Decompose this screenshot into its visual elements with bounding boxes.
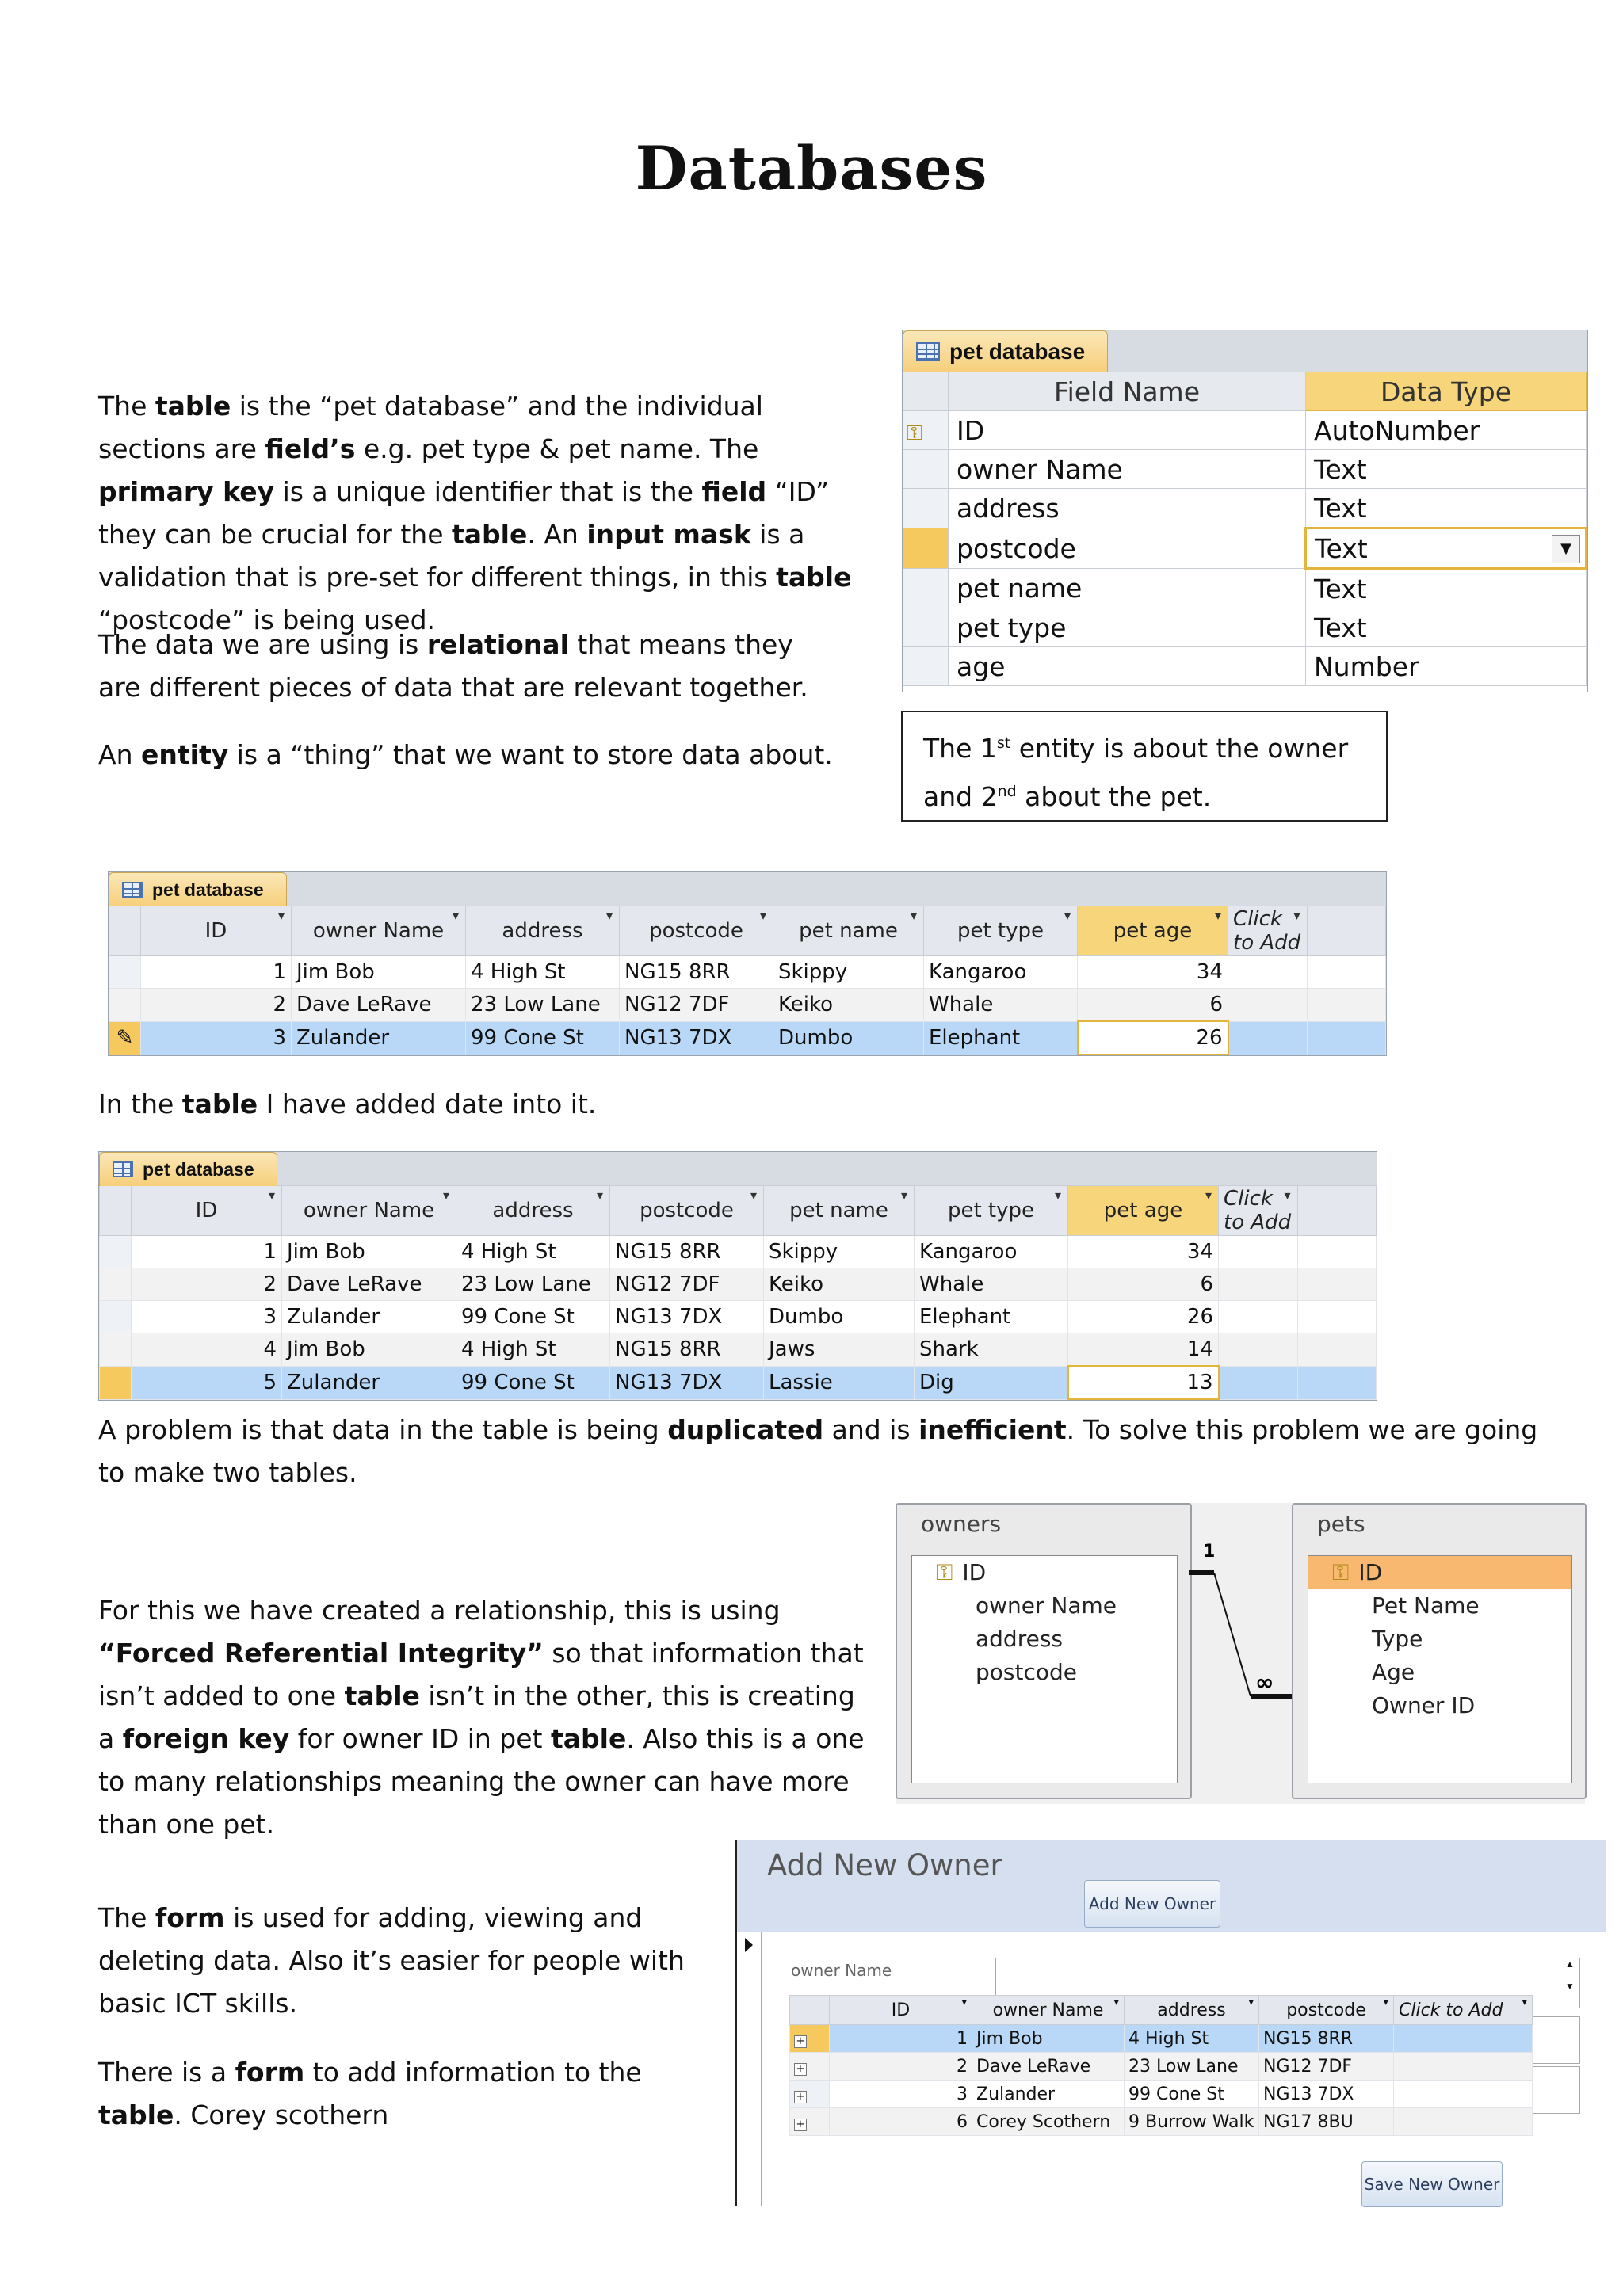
text-run: field (701, 476, 767, 507)
table-tab[interactable]: pet database (109, 872, 287, 906)
table-cell[interactable]: Elephant (915, 1301, 1068, 1333)
text-run: The (98, 391, 155, 421)
text-run: e.g. pet type & pet name. The (355, 433, 759, 464)
table-cell[interactable]: 26 (1068, 1301, 1219, 1333)
table-cell[interactable]: Lassie (764, 1366, 915, 1399)
table-icon (122, 882, 143, 898)
paragraph-relational (98, 624, 812, 709)
row-selector[interactable] (100, 1366, 132, 1399)
sort-arrow-icon[interactable]: ▾ (268, 1188, 275, 1203)
field-name-cell[interactable]: pet type (949, 608, 1306, 647)
table-cell[interactable]: 99 Cone St (456, 1366, 610, 1399)
table-icon (916, 342, 940, 361)
row-selector[interactable] (100, 1268, 132, 1301)
table-cell[interactable]: Corey Scothern (972, 2108, 1125, 2136)
row-selector[interactable] (790, 2025, 830, 2053)
table-cell[interactable]: Dave LeRave (292, 989, 466, 1022)
text-run: A problem is that data in the table is being (98, 1414, 668, 1445)
paragraph-relationship (98, 1589, 867, 1846)
text-run: table (550, 1723, 627, 1754)
row-selector[interactable] (100, 1301, 132, 1333)
relationships-diagram (896, 1503, 1585, 1804)
text-run: is the “pet database” and the individual sections are (98, 391, 763, 464)
paragraph-table-definition (98, 385, 875, 642)
paragraph-added-data (98, 1083, 1049, 1126)
table-cell[interactable]: Skippy (764, 1236, 915, 1268)
column-header[interactable]: Click to Add ▾ (1394, 1996, 1533, 2025)
sort-arrow-icon[interactable]: ▾ (750, 1188, 757, 1203)
pencil-icon: ✎ (116, 1026, 134, 1050)
column-header[interactable]: postcode ▾ (1259, 1996, 1394, 2025)
table-cell[interactable]: 6 (830, 2108, 972, 2136)
data-type-cell[interactable]: AutoNumber (1306, 411, 1587, 450)
table-cell[interactable]: 2 (830, 2053, 972, 2081)
primary-key-icon: ⚿ (907, 421, 922, 445)
form-header (737, 1840, 1606, 1932)
design-row[interactable] (903, 569, 1587, 608)
table-tab[interactable]: pet database (99, 1152, 277, 1186)
relationship-field[interactable]: Age (1372, 1659, 1415, 1685)
column-header[interactable]: address ▾ (466, 906, 620, 956)
row-selector[interactable] (903, 450, 949, 489)
table-row[interactable] (100, 1366, 1377, 1399)
table-cell[interactable]: Dumbo (773, 1021, 924, 1055)
sort-arrow-icon[interactable]: ▾ (1064, 908, 1071, 923)
table-cell[interactable] (1228, 1021, 1308, 1055)
table-cell[interactable]: 4 High St (1125, 2025, 1259, 2053)
field-name-cell[interactable]: owner Name (949, 450, 1306, 489)
relationship-field[interactable]: Pet Name (1372, 1592, 1480, 1619)
table-cell[interactable]: NG12 7DF (620, 989, 773, 1022)
table-cell[interactable]: 4 High St (466, 956, 620, 989)
sort-arrow-icon[interactable]: ▾ (1248, 1997, 1254, 2008)
entity-callout-box: The 1st entity is about the owner and 2nd about the pet. (901, 711, 1388, 822)
column-header[interactable]: Click to Add ▾ (1228, 906, 1308, 956)
table-cell[interactable]: Kangaroo (915, 1236, 1068, 1268)
table-cell[interactable]: 1 (141, 956, 292, 989)
column-header[interactable]: pet name ▾ (764, 1186, 915, 1236)
add-new-owner-button[interactable]: Add New Owner (1084, 1880, 1220, 1928)
table-cell[interactable]: 2 (141, 989, 292, 1022)
design-row[interactable] (903, 411, 1587, 450)
text-run: so that information that isn’t added to one (98, 1638, 864, 1711)
table-row[interactable] (100, 1268, 1377, 1301)
table-cell[interactable]: 6 (1078, 989, 1228, 1022)
text-run: “postcode” is being used. (98, 605, 436, 635)
text-run: For this we have created a relationship, this is using (98, 1595, 781, 1626)
sort-arrow-icon[interactable]: ▾ (596, 1188, 603, 1203)
row-selector[interactable] (903, 569, 949, 608)
text-run: entity (140, 739, 229, 770)
text-run: is a unique identifier that is the (274, 476, 702, 507)
data-type-header: Data Type (1306, 372, 1587, 411)
column-header[interactable]: ID ▾ (132, 1186, 282, 1236)
record-selector[interactable] (737, 1932, 762, 2206)
text-run: table (776, 562, 852, 593)
relationship-field[interactable]: Owner ID (1372, 1692, 1476, 1718)
design-row[interactable] (903, 489, 1587, 528)
table-cell[interactable]: Jim Bob (282, 1333, 456, 1367)
table-cell[interactable]: 13 (1068, 1366, 1219, 1399)
column-header[interactable]: ID ▾ (141, 906, 292, 956)
paragraph-form-add (98, 2051, 732, 2137)
table-cell[interactable]: 3 (141, 1021, 292, 1055)
text-run: field’s (265, 433, 356, 464)
table-cell[interactable]: 1 (132, 1236, 282, 1268)
row-selector[interactable] (109, 1021, 141, 1055)
table-cell[interactable]: Dumbo (764, 1301, 915, 1333)
text-run: . To solve this problem we are going to make two tables. (98, 1414, 1538, 1488)
header-row (100, 1186, 1377, 1236)
pets-table-box[interactable] (1292, 1503, 1587, 1799)
owners-caption: owners (921, 1511, 1002, 1537)
table-cell[interactable]: 14 (1068, 1333, 1219, 1367)
column-header[interactable]: pet type ▾ (915, 1186, 1068, 1236)
one-label: 1 (1203, 1542, 1216, 1562)
data-type-cell[interactable]: Text (1306, 450, 1587, 489)
column-header[interactable]: pet age ▾ (1068, 1186, 1219, 1236)
field-name-cell[interactable]: age (949, 647, 1306, 686)
table-cell[interactable]: Jim Bob (972, 2025, 1125, 2053)
table-cell[interactable]: 6 (1068, 1268, 1219, 1301)
text-run: The (98, 1902, 155, 1933)
table-cell[interactable]: 4 High St (456, 1236, 610, 1268)
relationship-field[interactable]: postcode (976, 1659, 1077, 1685)
table-cell[interactable] (1219, 1268, 1298, 1301)
save-new-owner-button[interactable]: Save New Owner (1361, 2161, 1503, 2207)
table-cell[interactable]: Zulander (292, 1021, 466, 1055)
sort-arrow-icon[interactable]: ▾ (1522, 1997, 1527, 2008)
table-cell[interactable]: NG12 7DF (1259, 2053, 1394, 2081)
design-grid (903, 372, 1587, 686)
row-selector[interactable] (903, 647, 949, 686)
table-cell[interactable] (1219, 1236, 1298, 1268)
expand-icon[interactable]: + (794, 2035, 807, 2048)
table-cell[interactable] (1394, 2053, 1533, 2081)
table-cell[interactable]: Zulander (972, 2081, 1125, 2108)
text-run: form (155, 1902, 225, 1933)
design-row[interactable] (903, 450, 1587, 489)
text-run: I have added date into it. (258, 1089, 597, 1119)
table-cell[interactable]: Zulander (282, 1301, 456, 1333)
table-cell[interactable]: Whale (915, 1268, 1068, 1301)
table-cell[interactable]: 2 (132, 1268, 282, 1301)
table-cell[interactable] (1228, 989, 1308, 1022)
text-run: inefficient (918, 1414, 1067, 1445)
text-run: is a validation that is pre-set for different things, in this (98, 519, 805, 593)
table-cell[interactable]: 23 Low Lane (456, 1268, 610, 1301)
sort-arrow-icon[interactable]: ▾ (1113, 1997, 1119, 2008)
table-row[interactable] (790, 2053, 1533, 2081)
table-cell[interactable]: 4 (132, 1333, 282, 1367)
design-view-window (902, 330, 1588, 692)
relationship-field[interactable]: owner Name (976, 1592, 1117, 1619)
data-type-cell[interactable]: Number (1306, 647, 1587, 686)
text-run: “ID” they can be crucial for the (98, 476, 830, 550)
table-cell[interactable]: Jaws (764, 1333, 915, 1367)
pets-caption: pets (1317, 1511, 1365, 1537)
row-selector[interactable] (790, 2053, 830, 2081)
expand-icon[interactable]: + (794, 2063, 807, 2076)
table-cell[interactable]: NG13 7DX (610, 1301, 764, 1333)
column-header[interactable]: Click to Add ▾ (1219, 1186, 1298, 1236)
sort-arrow-icon[interactable]: ▾ (759, 908, 766, 923)
sort-arrow-icon[interactable]: ▾ (277, 908, 285, 923)
text-run: foreign key (122, 1723, 290, 1754)
text-run: is used for adding, viewing and deleting data. Also it’s easier for people with basic ICT skills. (98, 1902, 685, 2019)
owner-name-label: owner Name (791, 1961, 892, 1980)
column-header[interactable]: pet name ▾ (773, 906, 924, 956)
row-selector[interactable] (903, 528, 949, 569)
text-run: to add information to the (304, 2057, 642, 2088)
design-row[interactable] (903, 647, 1587, 686)
field-name-header: Field Name (949, 372, 1306, 411)
text-run: “Forced Referential Integrity” (98, 1638, 544, 1669)
sort-arrow-icon[interactable]: ▾ (1054, 1188, 1061, 1203)
relationship-field[interactable]: ⚿ ID (1308, 1556, 1571, 1589)
sort-arrow-icon[interactable]: ▾ (961, 1997, 967, 2008)
table-cell[interactable]: NG13 7DX (620, 1021, 773, 1055)
row-selector[interactable] (790, 2108, 830, 2136)
relationship-field[interactable]: ⚿ ID (936, 1559, 987, 1585)
relationship-field[interactable]: Type (1372, 1626, 1423, 1652)
table-cell[interactable]: Dig (915, 1366, 1068, 1399)
row-selector[interactable] (903, 489, 949, 528)
table-row[interactable] (790, 2081, 1533, 2108)
primary-key-icon: ⚿ (1332, 1559, 1350, 1585)
primary-key-icon: ⚿ (936, 1559, 953, 1585)
sort-arrow-icon[interactable]: ▾ (1383, 1997, 1388, 2008)
column-header[interactable]: address ▾ (456, 1186, 610, 1236)
text-run: table (344, 1680, 420, 1711)
select-all-corner[interactable] (109, 906, 141, 956)
table-cell[interactable]: Zulander (282, 1366, 456, 1399)
table-cell[interactable] (1219, 1366, 1298, 1399)
table-tab[interactable]: pet database (903, 330, 1108, 372)
column-header[interactable]: postcode ▾ (610, 1186, 764, 1236)
table-cell[interactable]: Kangaroo (924, 956, 1078, 989)
join-line (1214, 1573, 1251, 1696)
table-cell[interactable]: 1 (830, 2025, 972, 2053)
table-cell[interactable]: 99 Cone St (1125, 2081, 1259, 2108)
text-run: In the (98, 1089, 182, 1119)
text-run: An (98, 739, 141, 770)
text-run: The data we are using is (98, 629, 427, 660)
table-cell[interactable] (1394, 2081, 1533, 2108)
column-header[interactable]: owner Name ▾ (292, 906, 466, 956)
row-selector[interactable] (109, 956, 141, 989)
relationship-field[interactable]: address (976, 1626, 1064, 1652)
select-all-corner[interactable] (790, 1996, 830, 2025)
table-icon (113, 1161, 133, 1177)
row-selector[interactable] (903, 411, 949, 450)
table-cell[interactable]: 26 (1078, 1021, 1228, 1055)
table-cell[interactable]: 34 (1068, 1236, 1219, 1268)
sort-arrow-icon[interactable]: ▾ (900, 1188, 907, 1203)
table-cell[interactable]: Dave LeRave (282, 1268, 456, 1301)
table-cell[interactable]: 9 Burrow Walk (1125, 2108, 1259, 2136)
table-row[interactable] (100, 1333, 1377, 1367)
header-row (790, 1996, 1533, 2025)
table-cell[interactable]: Keiko (773, 989, 924, 1022)
sort-arrow-icon[interactable]: ▾ (1284, 1188, 1291, 1203)
table-cell[interactable] (1228, 956, 1308, 989)
current-record-icon (745, 1938, 753, 1952)
table-cell[interactable]: NG15 8RR (1259, 2025, 1394, 2053)
row-selector[interactable] (100, 1236, 132, 1268)
text-run: form (235, 2057, 305, 2088)
table-cell[interactable]: 23 Low Lane (466, 989, 620, 1022)
data-type-cell[interactable]: Text (1306, 608, 1587, 647)
select-all-corner[interactable] (100, 1186, 132, 1236)
datasheet-5-rows (98, 1151, 1377, 1401)
text-run: . Corey scothern (174, 2100, 389, 2130)
text-run: . An (527, 519, 587, 550)
table-cell[interactable]: NG15 8RR (620, 956, 773, 989)
table-cell[interactable]: Shark (915, 1333, 1068, 1367)
sort-arrow-icon[interactable]: ▾ (605, 908, 613, 923)
data-type-cell[interactable]: Text ▼ (1306, 528, 1587, 569)
table-cell[interactable]: Skippy (773, 956, 924, 989)
sort-arrow-icon[interactable]: ▾ (910, 908, 917, 923)
table-cell[interactable]: 3 (830, 2081, 972, 2108)
page-title: Databases (635, 133, 988, 204)
table-cell[interactable]: 99 Cone St (466, 1021, 620, 1055)
column-header[interactable]: pet age ▾ (1078, 906, 1228, 956)
table-cell[interactable] (1394, 2108, 1533, 2136)
text-run: input mask (586, 519, 751, 550)
paragraph-entity (98, 734, 891, 776)
table-cell[interactable]: Jim Bob (292, 956, 466, 989)
row-selector[interactable] (790, 2081, 830, 2108)
table-row[interactable] (790, 2108, 1533, 2136)
column-header[interactable]: ID ▾ (830, 1996, 972, 2025)
column-header[interactable]: owner Name ▾ (282, 1186, 456, 1236)
text-run: table (452, 519, 528, 550)
scrollbar[interactable]: ▲ ▼ (1560, 1958, 1579, 2008)
table-row[interactable] (100, 1301, 1377, 1333)
table-cell[interactable]: 23 Low Lane (1125, 2053, 1259, 2081)
paragraph-duplication-problem (98, 1409, 1541, 1494)
text-run: duplicated (667, 1414, 824, 1445)
text-run: table (98, 2100, 174, 2130)
field-name-cell[interactable]: ID (949, 411, 1306, 450)
table-cell[interactable]: 4 High St (456, 1333, 610, 1367)
row-selector[interactable] (903, 608, 949, 647)
text-run: isn’t in the other, this is creating a (98, 1680, 855, 1754)
table-row[interactable] (100, 1236, 1377, 1268)
field-name-cell[interactable]: pet name (949, 569, 1306, 608)
owners-datasheet (789, 1995, 1533, 2136)
datasheet-3-rows (108, 871, 1387, 1056)
table-cell[interactable]: Keiko (764, 1268, 915, 1301)
table-cell[interactable]: Whale (924, 989, 1078, 1022)
data-type-cell[interactable]: Text (1306, 489, 1587, 528)
add-owner-form (735, 1840, 1606, 2206)
field-name-cell[interactable]: address (949, 489, 1306, 528)
table-cell[interactable] (1219, 1333, 1298, 1367)
many-label: ∞ (1255, 1669, 1274, 1695)
text-run: relational (426, 629, 569, 660)
text-run: . Also this is a one to many relationships meaning the owner can have more than one pet. (98, 1723, 865, 1840)
text-run: is a “thing” that we want to store data about. (228, 739, 833, 770)
table-cell[interactable]: NG15 8RR (610, 1236, 764, 1268)
table-cell[interactable]: NG15 8RR (610, 1333, 764, 1367)
sort-arrow-icon[interactable]: ▾ (442, 1188, 449, 1203)
row-selector[interactable] (109, 989, 141, 1022)
table-cell[interactable]: NG12 7DF (610, 1268, 764, 1301)
text-run: for owner ID in pet (289, 1723, 551, 1754)
table-cell[interactable] (1219, 1301, 1298, 1333)
table-cell[interactable]: Dave LeRave (972, 2053, 1125, 2081)
sort-arrow-icon[interactable]: ▾ (1214, 908, 1221, 923)
table-cell[interactable]: 3 (132, 1301, 282, 1333)
table-cell[interactable]: NG13 7DX (610, 1366, 764, 1399)
paragraph-form-use (98, 1897, 732, 2025)
table-row[interactable] (109, 989, 1386, 1022)
dropdown-arrow-icon[interactable]: ▼ (1552, 535, 1580, 563)
design-row[interactable] (903, 608, 1587, 647)
table-row[interactable] (109, 1021, 1386, 1055)
sort-arrow-icon[interactable]: ▾ (1205, 1188, 1212, 1203)
relationship-line (1189, 1503, 1292, 1804)
design-row[interactable] (903, 528, 1587, 569)
data-type-cell[interactable]: Text (1306, 569, 1587, 608)
column-header[interactable]: address ▾ (1125, 1996, 1259, 2025)
form-title: Add New Owner (767, 1848, 1002, 1882)
table-cell[interactable]: Jim Bob (282, 1236, 456, 1268)
text-run: table (181, 1089, 258, 1119)
expand-icon[interactable]: + (794, 2091, 807, 2103)
text-run: There is a (98, 2057, 235, 2088)
text-run: primary key (98, 476, 275, 507)
text-run: that means they are different pieces of data that are relevant together. (98, 629, 808, 703)
row-selector[interactable] (100, 1333, 132, 1367)
sort-arrow-icon[interactable]: ▾ (452, 908, 459, 923)
table-cell[interactable]: 34 (1078, 956, 1228, 989)
table-cell[interactable]: NG17 8BU (1259, 2108, 1394, 2136)
column-header[interactable]: postcode ▾ (620, 906, 773, 956)
expand-icon[interactable]: + (794, 2119, 807, 2131)
text-run: table (155, 391, 231, 421)
table-cell[interactable]: 5 (132, 1366, 282, 1399)
sort-arrow-icon[interactable]: ▾ (1293, 908, 1300, 923)
owners-table-box[interactable] (896, 1503, 1192, 1799)
column-header[interactable]: pet type ▾ (924, 906, 1078, 956)
text-run: and is (823, 1414, 919, 1445)
table-cell[interactable]: 99 Cone St (456, 1301, 610, 1333)
table-cell[interactable] (1394, 2025, 1533, 2053)
table-cell[interactable]: NG13 7DX (1259, 2081, 1394, 2108)
header-row (109, 906, 1386, 956)
table-row[interactable] (109, 956, 1386, 989)
table-cell[interactable]: Elephant (924, 1021, 1078, 1055)
field-name-cell[interactable]: postcode (949, 528, 1306, 569)
table-row[interactable] (790, 2025, 1533, 2053)
column-header[interactable]: owner Name ▾ (972, 1996, 1125, 2025)
